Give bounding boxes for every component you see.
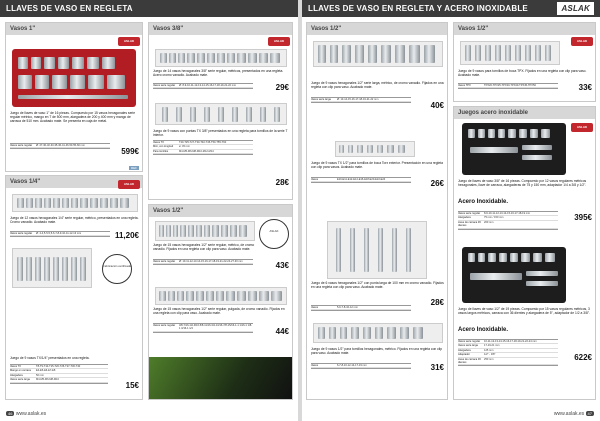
section-title: Juegos acero inoxidable [454, 107, 595, 119]
spec-key: Vasos serie regular [153, 260, 176, 263]
product-image-torx-rail [335, 141, 415, 157]
product-image-socket-rail [155, 221, 255, 241]
price-block [419, 298, 444, 307]
spec-value: Ø: 10-11-12-13-14-15-16-17-18-19-21-22-24-27-30 mm [179, 260, 243, 263]
material-label: Acero Inoxidable. [458, 199, 509, 205]
footer-url: www.aslak.es [15, 411, 47, 417]
product-description: Juego de llaves de vaso 1" de 16 piezas. Compuesto por 15 vasos hexagonales serie regular métrico, mango en T de 500 mm, alargadera de 200 y 400 mm y mango de carraca de 510 mm. Acabado mate. Se presenta en caja de metal. [10, 111, 136, 123]
price: 599€ [121, 147, 139, 156]
section-vasos-1-4in [5, 175, 143, 400]
price: 622€ [574, 353, 592, 362]
spec-table [311, 177, 411, 183]
spec-key: Vasos serie regular [458, 212, 481, 215]
product-image-socket-rail [313, 323, 443, 343]
spec-value: 3/8-7/16-1/2-9/16-5/8-11/16-3/4-13/16-7/8-15/16-1-1 1/16-1 1/8-1 3/16-1 1/4 [179, 324, 253, 331]
spec-value: E10-E11-E12-E14-E16-E18-E20-E22-E24 [337, 178, 386, 181]
price: 29€ [275, 83, 289, 92]
spec-key: Alargadera [458, 216, 471, 220]
price-block [264, 178, 289, 187]
spec-value: 17-19-21 mm [484, 344, 500, 348]
spec-key: Vasos TX [10, 365, 22, 368]
spec-value: Ø: 4-4,5-5-5,5-6-7-8-9-10-11-12-13 mm [36, 232, 82, 235]
spec-key: Alargadera [458, 348, 471, 352]
price-block [264, 261, 289, 270]
spec-table [458, 83, 558, 89]
section-vasos-1-2in-long [306, 22, 448, 400]
spec-key: Vasos serie regular [153, 324, 176, 327]
product-description: Juego de 12 vasos hexagonales 1/4" serie regular, métrico, presentados en una regleta. Cromo vanadio. Acabado mate. [10, 216, 139, 224]
product-description: Juego de 9 vasos TX 1/2" para tornillos de boca Torx exterior. Presentación en una regleta con clip para vasos. Acabado mate. [311, 161, 443, 169]
spec-value: 8-9-10-11-12-13-14-15-16-17-18-19 mm [484, 212, 531, 215]
product-image-tx-rail [155, 103, 287, 125]
spec-key: Vasos serie regular [153, 84, 176, 87]
price: 15€ [125, 381, 139, 390]
product-description: Juego de llaves de vaso 1/2" de 19 piezas. Compuesto por 15 vasos regulares métricos, 3 vasos largos métricos, carraca con 36 dientes y alargadera de 5", adaptador de 1/2 a 3/8". [458, 307, 590, 315]
product-description: Juego de 9 vasos TX/1/4" presentados en una regleta. [10, 356, 90, 360]
section-vasos-1-2in-tpx [453, 22, 596, 102]
left-footer [6, 411, 46, 417]
price-block [114, 147, 139, 174]
right-header-title: LLAVES DE VASO EN REGLETA Y ACERO INOXIDABLE [308, 4, 528, 13]
spec-key: Vasos [311, 178, 319, 181]
spec-value: 1/2" - 3/8" [484, 353, 496, 357]
spec-value: Ø: 27-30-32-33-35-36-41-46-50-55-60 mm [36, 144, 85, 147]
spec-table [311, 97, 411, 103]
spec-value: 50 mm [36, 373, 44, 377]
left-page [0, 0, 298, 421]
price: 33€ [578, 83, 592, 92]
spec-key: Vasos serie regular [10, 144, 33, 147]
product-description: Juego de 15 vasos hexagonales 1/2" serie regular, métrico, de cromo vanadio. Fijados en una regleta con clip para vaso. Acabado mate. [153, 243, 255, 251]
product-description: Juego de 9 vasos hexagonales 1/2" serie larga, métrico, de cromo vanadio. Fijados en una regleta con clip para vaso. Acabado mate. [311, 81, 444, 89]
product-image-socket-rail [155, 49, 287, 67]
price-block [419, 363, 444, 372]
price: 26€ [430, 179, 444, 188]
price-block [264, 83, 289, 92]
spec-table [10, 143, 110, 149]
spec-table [153, 259, 253, 265]
product-description: Juego de 15 vasos hexagonales 1/2" serie regular, pulgada, de cromo vanadio. Fijados en una regleta con clip para vaso. Acabado mate. [153, 307, 285, 315]
spec-key: Adaptador [458, 353, 470, 357]
price: 40€ [430, 101, 444, 110]
section-title: Vasos 1/2" [307, 23, 447, 35]
spec-value: 200 mm [484, 220, 494, 224]
spec-value: 10-11-12-13-14-15-16-17-18-19-21-22-24 mm [484, 340, 537, 343]
price-block [567, 213, 592, 222]
price-block [264, 327, 289, 336]
motorcycle-photo [149, 357, 292, 399]
left-page-header [0, 0, 298, 17]
spec-key: Para tornillos [153, 149, 169, 153]
spec-table [10, 364, 108, 384]
spec-value: M4-M5-M6-M8-M10-M12-M14 [179, 149, 214, 153]
price: 28€ [430, 298, 444, 307]
right-page-header [302, 0, 600, 17]
spec-key: Llave de carraca 36 dientes [458, 357, 481, 365]
spec-table [153, 140, 253, 155]
spec-key: Vasos serie regular [10, 232, 33, 235]
spec-value: E4-E5-E6-E7-E8 [36, 369, 56, 373]
section-vasos-1-2in [148, 204, 293, 400]
product-description: Juego de 9 vasos con puntas TX 3/8" presentados en una regleta para tornillos de la serie T interior. [153, 129, 288, 137]
price: 11,20€ [114, 231, 139, 240]
spec-value: Ø: 13-14-15-16-17-18-19-21-22 mm [337, 98, 379, 101]
product-image-metal-case [12, 49, 136, 107]
spec-value: ø: 45 mm [179, 145, 190, 149]
footer-url: www.aslak.es [553, 411, 585, 417]
section-vasos-3-8in [148, 22, 293, 200]
spec-value: Ø: 8-9-10-11-12-13-14-15-16-17-18-19-21-22 mm [179, 84, 237, 87]
product-image-case-1-2 [462, 247, 566, 303]
spec-key: Vasos [311, 306, 319, 309]
product-description: Juego de 6 vasos hexagonales 1/2" con punta larga de 100 mm en cromo vanadio. Fijados en una regleta con clip para vaso. Acabado mate. [311, 281, 444, 289]
right-footer [554, 411, 594, 417]
spec-key: Mango en carraca [10, 369, 31, 373]
section-title: Vasos 1/4" [6, 176, 142, 188]
certification-emblem: Fabricación certificada [102, 254, 132, 284]
brand-logo: ASLAK [571, 37, 593, 46]
spec-table [311, 305, 411, 311]
price: 28€ [275, 178, 289, 187]
product-image-tx-rail [12, 248, 92, 288]
price-block [419, 179, 444, 188]
spec-key: Vasos serie larga [311, 98, 331, 101]
spec-key: Vasos [311, 364, 319, 367]
spec-value: 6-7-8-10-12-14-17-19 mm [337, 364, 367, 367]
price: 395€ [574, 213, 592, 222]
spec-table [153, 83, 253, 89]
spec-table [458, 339, 558, 366]
certification-emblem: ASLAK [259, 219, 289, 249]
price-block [567, 353, 592, 362]
product-image-case-3-8 [462, 123, 566, 175]
spec-value: 5-6-7-8-10-12 mm [337, 306, 358, 309]
product-image-tpx-rail [460, 41, 560, 65]
spec-key: Vasos serie larga [458, 344, 478, 348]
brand-logo: ASLAK [571, 123, 593, 132]
price-block [114, 231, 139, 240]
spec-value: T20-T25-T27-T30-T40-T45-T50-T55-T60 [179, 141, 227, 144]
price-block [567, 83, 592, 92]
spec-value: 125 mm [484, 348, 494, 352]
product-description: Juego de 9 vasos 1/2" para tornillos hexagonales, métrico. Fijados en una regleta con clip para vaso. Acabado mate. [311, 347, 443, 355]
spec-table [10, 231, 110, 237]
product-image-hex-long-rail [327, 221, 427, 279]
brand-logo: ASLAK [118, 180, 140, 189]
spec-table [458, 211, 558, 230]
price: 44€ [275, 327, 289, 336]
price-block [114, 381, 139, 390]
spec-key: Mini, con longitud [153, 145, 174, 149]
price-block [419, 101, 444, 110]
product-description: Juego de 14 vasos hexagonales 3/8" serie regular, métricos, presentados en una regleta. Acero cromo vanadio. Acabado mate. [153, 69, 284, 77]
brand-logo: ASLAK [118, 37, 140, 46]
product-description: Juego de 9 vasos para tornillos de boca TPX. Fijados en una regleta con clip para vaso. Acabado mate. [458, 69, 587, 77]
price: 31€ [430, 363, 444, 372]
ref-badge: REF [131, 166, 137, 170]
spec-value: 250 mm [484, 357, 494, 361]
section-title: Vasos 1" [6, 23, 142, 35]
spec-value: M4-M5-M6-M8-M10 [36, 378, 59, 382]
spec-key: Llave de carraca 36 dientes [458, 220, 481, 228]
section-juegos-acero-inoxidable [453, 106, 596, 400]
price: 43€ [275, 261, 289, 270]
spec-value: TPX20-TPX25-TPX30-TPX40-TPX45-TPX50 [484, 84, 536, 87]
section-title: Vasos 1/2" [454, 23, 595, 35]
spec-key: Alargadera [10, 373, 23, 377]
spec-value: 75 mm / 150 mm [484, 216, 504, 220]
product-image-long-socket-rail [313, 41, 443, 67]
page-number: 47 [587, 411, 592, 416]
spec-key: Vasos TX [153, 141, 165, 144]
spec-table [153, 323, 253, 333]
section-title: Vasos 3/8" [149, 23, 292, 35]
brand-logo: ASLAK [268, 37, 290, 46]
spec-key: Vasos serie regular [458, 340, 481, 343]
product-image-socket-rail [12, 194, 138, 212]
section-vasos-1in [5, 22, 143, 172]
spec-key: Vasos serie larga [10, 378, 30, 382]
material-label: Acero Inoxidable. [458, 327, 509, 333]
spec-key: Vasos TPX [458, 84, 471, 87]
left-header-title: LLAVES DE VASO EN REGLETA [6, 4, 133, 13]
right-page [302, 0, 600, 421]
spec-value: T8-T9-T10-T15-T20-T25-T27-T30-T40 [36, 365, 81, 368]
spec-table [311, 363, 411, 369]
product-description: Juego de llaves de vaso 3/8" de 16 piezas. Compuesto por 12 vasos regulares métricos hexagonales, llave de carraca, alargaderas de 75 y 150 mm, adaptador 1/4 a 3/8 y 1/2". [458, 179, 587, 187]
product-image-socket-rail [155, 287, 287, 305]
page-number: 46 [8, 411, 13, 416]
aslak-logo: ASLAK [557, 2, 594, 15]
section-title: Vasos 1/2" [149, 205, 292, 217]
